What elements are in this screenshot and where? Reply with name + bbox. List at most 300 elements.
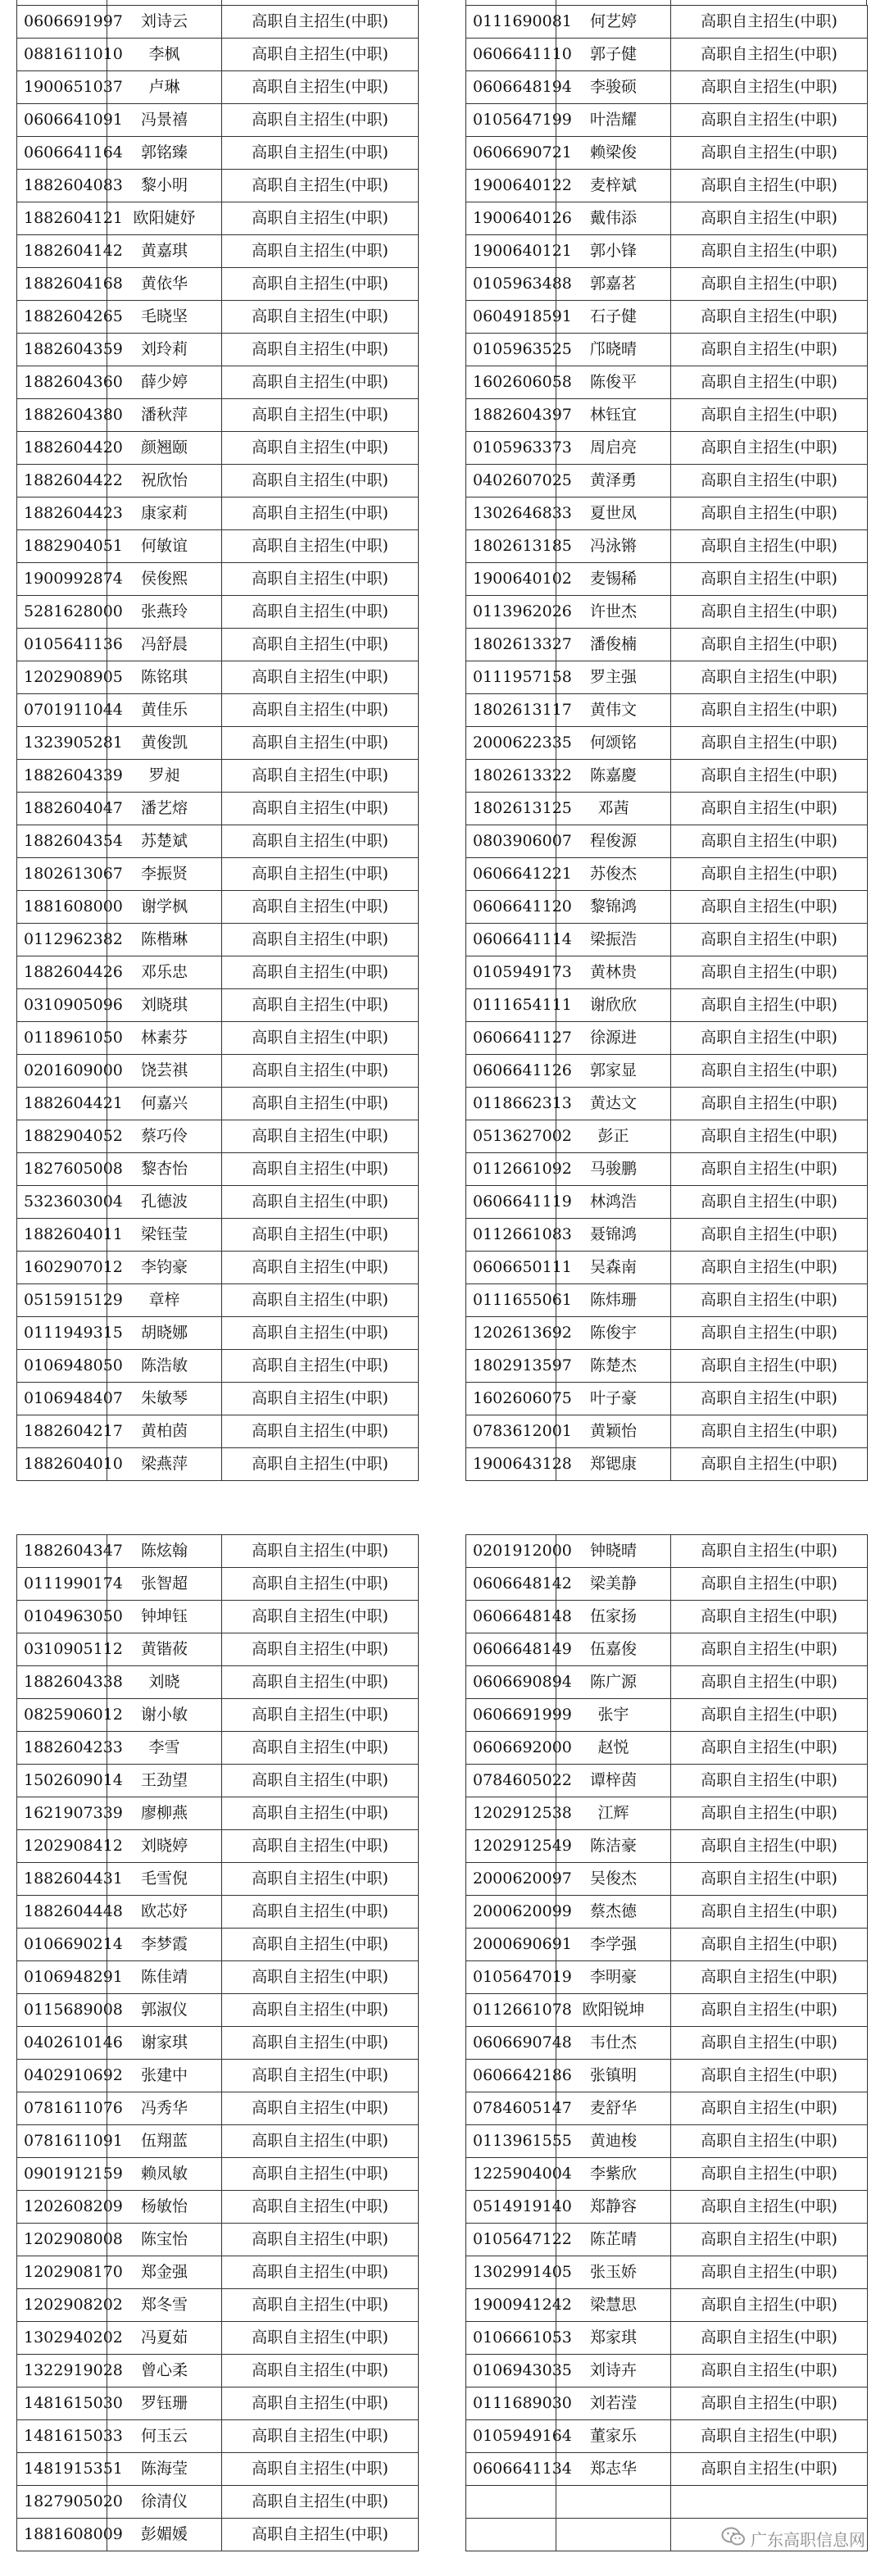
cell-left-id: 1881608000 (17, 891, 107, 924)
cell-left-id: 1882604142 (17, 235, 107, 268)
table-row (17, 334, 868, 366)
cell-left-id: 1502609014 (17, 1765, 107, 1797)
table-row (17, 1765, 868, 1797)
cell-right-id: 0606648194 (466, 71, 556, 104)
cell-right-name: 黄迪梭 (556, 2125, 671, 2158)
table-row (17, 989, 868, 1022)
cell-left-name: 何玉云 (107, 2420, 222, 2453)
table-row (17, 1153, 868, 1186)
cell-right-type: 高职自主招生(中职) (671, 1120, 868, 1153)
cell-left-name: 李振贤 (107, 858, 222, 891)
column-gap (419, 39, 466, 71)
cell-right-type: 高职自主招生(中职) (671, 71, 868, 104)
cell-left-name: 饶芸祺 (107, 1055, 222, 1088)
cell-right-id: 0106943035 (466, 2355, 556, 2387)
cell-left-type: 高职自主招生(中职) (222, 202, 419, 235)
cell-right-name: 赵悦 (556, 1732, 671, 1765)
cell-right-name: 程俊源 (556, 825, 671, 858)
cell-right-id: 1802613185 (466, 530, 556, 563)
cell-right-type: 高职自主招生(中职) (671, 858, 868, 891)
cell-right-type: 高职自主招生(中职) (671, 1219, 868, 1252)
cell-right-id (466, 2519, 556, 2551)
cell-right-name: 梁振浩 (556, 924, 671, 956)
cell-right-name: 张玉娇 (556, 2256, 671, 2289)
cell-left-name: 黄佳乐 (107, 694, 222, 727)
cell-right-name (556, 2486, 671, 2519)
cell-right-name: 黎锦鸿 (556, 891, 671, 924)
column-gap (419, 2453, 466, 2486)
table-row (17, 1896, 868, 1929)
cell-right-name (556, 2519, 671, 2551)
column-gap (419, 858, 466, 891)
cell-right-id: 0513627002 (466, 1120, 556, 1153)
table-row (17, 661, 868, 694)
cell-left-type: 高职自主招生(中职) (222, 1863, 419, 1896)
column-gap (419, 1994, 466, 2027)
column-gap (419, 760, 466, 793)
cell-left-type: 高职自主招生(中职) (222, 760, 419, 793)
table-row (17, 2486, 868, 2519)
cell-left-id: 1882604426 (17, 956, 107, 989)
table-row (17, 1863, 868, 1896)
cell-right-name: 蔡杰德 (556, 1896, 671, 1929)
cell-left-type: 高职自主招生(中职) (222, 1929, 419, 1961)
cell-right-name: 黄伟文 (556, 694, 671, 727)
cell-right-id: 0118662313 (466, 1088, 556, 1120)
cell-left-id: 1827905020 (17, 2486, 107, 2519)
cell-left-id: 1302940202 (17, 2322, 107, 2355)
table-row (17, 727, 868, 760)
cell-right-name: 张镇明 (556, 2060, 671, 2092)
cell-right-name: 梁美静 (556, 1568, 671, 1601)
cell-right-id: 1900640102 (466, 563, 556, 596)
cell-left-id: 1481915351 (17, 2453, 107, 2486)
cell-right-type: 高职自主招生(中职) (671, 727, 868, 760)
cell-left-name: 苏楚斌 (107, 825, 222, 858)
table-row (17, 1699, 868, 1732)
table-row (17, 1186, 868, 1219)
cell-left-name: 郭铭臻 (107, 137, 222, 170)
cell-right-id: 2000620097 (466, 1863, 556, 1896)
cell-right-id: 0105647019 (466, 1961, 556, 1994)
cell-right-type: 高职自主招生(中职) (671, 1448, 868, 1481)
cell-left-name: 朱敏琴 (107, 1383, 222, 1415)
column-gap (419, 1350, 466, 1383)
wechat-icon (721, 2526, 746, 2551)
column-gap (419, 301, 466, 334)
cell-right-name: 潘俊楠 (556, 629, 671, 661)
cell-right-id: 0606692000 (466, 1732, 556, 1765)
cell-left-id: 1602907012 (17, 1252, 107, 1284)
cell-left-type: 高职自主招生(中职) (222, 1830, 419, 1863)
cell-left-id: 0881611010 (17, 39, 107, 71)
cell-left-type: 高职自主招生(中职) (222, 1699, 419, 1732)
column-gap (419, 2125, 466, 2158)
cell-left-name: 曾心柔 (107, 2355, 222, 2387)
cell-left-name: 胡晓娜 (107, 1317, 222, 1350)
column-gap (419, 71, 466, 104)
cell-right-type: 高职自主招生(中职) (671, 1153, 868, 1186)
table-row (17, 137, 868, 170)
table-row (17, 1666, 868, 1699)
table-row (17, 104, 868, 137)
cell-left-name: 钟坤钰 (107, 1601, 222, 1633)
column-gap (419, 268, 466, 301)
cell-right-type: 高职自主招生(中职) (671, 2060, 868, 2092)
cell-left-type: 高职自主招生(中职) (222, 104, 419, 137)
column-gap (419, 1415, 466, 1448)
cell-left-name: 章梓 (107, 1284, 222, 1317)
table-row (17, 432, 868, 465)
cell-right-id: 0606641127 (466, 1022, 556, 1055)
cell-right-type: 高职自主招生(中职) (671, 1994, 868, 2027)
cell-left-id: 0606641164 (17, 137, 107, 170)
table-row (17, 1055, 868, 1088)
cell-left-name: 林素芬 (107, 1022, 222, 1055)
column-gap (419, 432, 466, 465)
table-row (17, 1732, 868, 1765)
cell-left-type: 高职自主招生(中职) (222, 1055, 419, 1088)
column-gap (419, 1317, 466, 1350)
cell-left-id: 0515915129 (17, 1284, 107, 1317)
cell-right-type: 高职自主招生(中职) (671, 1022, 868, 1055)
cell-right-type: 高职自主招生(中职) (671, 1568, 868, 1601)
cell-right-id: 0112661092 (466, 1153, 556, 1186)
table-row (17, 530, 868, 563)
cell-left-name: 罗昶 (107, 760, 222, 793)
column-gap (419, 497, 466, 530)
cell-left-name: 刘晓婷 (107, 1830, 222, 1863)
cell-right-type: 高职自主招生(中职) (671, 1601, 868, 1633)
cell-left-id: 0201609000 (17, 1055, 107, 1088)
cell-left-name: 刘玲莉 (107, 334, 222, 366)
cell-left-type: 高职自主招生(中职) (222, 2387, 419, 2420)
cell-left-name: 冯秀华 (107, 2092, 222, 2125)
column-gap (419, 530, 466, 563)
cell-right-name: 麦锡稀 (556, 563, 671, 596)
cell-left-name: 薛少婷 (107, 366, 222, 399)
cell-left-id: 1323905281 (17, 727, 107, 760)
table-row (17, 825, 868, 858)
cell-right-name: 许世杰 (556, 596, 671, 629)
table-row (17, 235, 868, 268)
cell-right-id: 1882604397 (466, 399, 556, 432)
cell-left-name: 祝欣怡 (107, 465, 222, 497)
cell-left-id: 1882604217 (17, 1415, 107, 1448)
table-row (17, 1448, 868, 1481)
cell-left-name: 潘秋萍 (107, 399, 222, 432)
cell-right-id: 0111655061 (466, 1284, 556, 1317)
cell-right-type: 高职自主招生(中职) (671, 432, 868, 465)
cell-left-name: 张建中 (107, 2060, 222, 2092)
cell-right-type: 高职自主招生(中职) (671, 2191, 868, 2224)
cell-left-name: 潘艺熔 (107, 793, 222, 825)
cell-left-name: 颜翘颐 (107, 432, 222, 465)
cell-left-name: 陈楷琳 (107, 924, 222, 956)
cell-left-type: 高职自主招生(中职) (222, 1022, 419, 1055)
cell-right-type (671, 2486, 868, 2519)
column-gap (419, 1120, 466, 1153)
cell-right-name: 徐源进 (556, 1022, 671, 1055)
cell-right-name: 麦舒华 (556, 2092, 671, 2125)
cell-right-id: 0105647199 (466, 104, 556, 137)
cell-right-type: 高职自主招生(中职) (671, 694, 868, 727)
table-row (17, 1252, 868, 1284)
cell-right-type: 高职自主招生(中职) (671, 2322, 868, 2355)
cell-left-id: 0106948291 (17, 1961, 107, 1994)
cell-right-type: 高职自主招生(中职) (671, 202, 868, 235)
cell-right-type: 高职自主招生(中职) (671, 1088, 868, 1120)
cell-right-type: 高职自主招生(中职) (671, 1863, 868, 1896)
cell-left-id: 0825906012 (17, 1699, 107, 1732)
column-gap (419, 989, 466, 1022)
table-row (17, 2158, 868, 2191)
table-row (17, 1088, 868, 1120)
cell-left-id: 1202908170 (17, 2256, 107, 2289)
cell-right-type: 高职自主招生(中职) (671, 1666, 868, 1699)
column-gap (419, 629, 466, 661)
cell-left-type: 高职自主招生(中职) (222, 2027, 419, 2060)
cell-left-id: 0402910692 (17, 2060, 107, 2092)
table-row (17, 2256, 868, 2289)
cell-right-name: 罗主强 (556, 661, 671, 694)
cell-right-id: 2000690691 (466, 1929, 556, 1961)
cell-right-type: 高职自主招生(中职) (671, 2355, 868, 2387)
cell-right-id: 1900640126 (466, 202, 556, 235)
table-row (17, 2322, 868, 2355)
cell-left-id: 1882904051 (17, 530, 107, 563)
cell-left-type: 高职自主招生(中职) (222, 924, 419, 956)
column-gap (419, 2224, 466, 2256)
cell-left-name: 陈佳靖 (107, 1961, 222, 1994)
cell-right-id: 1202912549 (466, 1830, 556, 1863)
cell-right-type: 高职自主招生(中职) (671, 1633, 868, 1666)
cell-right-name: 钟晓晴 (556, 1535, 671, 1568)
cell-left-id: 1202608209 (17, 2191, 107, 2224)
table-row (17, 2387, 868, 2420)
cell-left-type: 高职自主招生(中职) (222, 1601, 419, 1633)
column-gap (419, 1961, 466, 1994)
cell-right-type: 高职自主招生(中职) (671, 465, 868, 497)
cell-left-name: 郑冬雪 (107, 2289, 222, 2322)
table-row (17, 2453, 868, 2486)
column-gap (419, 2027, 466, 2060)
column-gap (419, 924, 466, 956)
column-gap (419, 170, 466, 202)
cell-left-id: 1882604083 (17, 170, 107, 202)
cell-left-id: 1882604265 (17, 301, 107, 334)
column-gap (419, 727, 466, 760)
cell-right-id: 0112661083 (466, 1219, 556, 1252)
cell-right-name: 吴森南 (556, 1252, 671, 1284)
cell-left-type: 高职自主招生(中职) (222, 1732, 419, 1765)
cell-left-name: 刘晓 (107, 1666, 222, 1699)
cell-right-type: 高职自主招生(中职) (671, 956, 868, 989)
cell-left-id: 1882604047 (17, 793, 107, 825)
cell-left-name: 郑金强 (107, 2256, 222, 2289)
cell-left-type: 高职自主招生(中职) (222, 530, 419, 563)
table-row (17, 2027, 868, 2060)
cell-left-name: 彭媚媛 (107, 2519, 222, 2551)
cell-left-name: 梁燕萍 (107, 1448, 222, 1481)
cell-right-id: 0106661053 (466, 2322, 556, 2355)
cell-left-id: 1202908202 (17, 2289, 107, 2322)
watermark (721, 2526, 865, 2551)
cell-right-name: 夏世凤 (556, 497, 671, 530)
cell-right-type: 高职自主招生(中职) (671, 2027, 868, 2060)
table-row (17, 596, 868, 629)
cell-right-type: 高职自主招生(中职) (671, 366, 868, 399)
cell-left-type: 高职自主招生(中职) (222, 1088, 419, 1120)
cell-right-name: 谭梓茵 (556, 1765, 671, 1797)
cell-left-type: 高职自主招生(中职) (222, 1120, 419, 1153)
cell-right-name: 郑锶康 (556, 1448, 671, 1481)
cell-right-type: 高职自主招生(中职) (671, 1732, 868, 1765)
cell-left-id: 0106690214 (17, 1929, 107, 1961)
cell-left-name: 谢学枫 (107, 891, 222, 924)
cell-right-type: 高职自主招生(中职) (671, 1055, 868, 1088)
cell-right-id: 0606641110 (466, 39, 556, 71)
cell-left-type: 高职自主招生(中职) (222, 629, 419, 661)
cell-right-id: 1802613322 (466, 760, 556, 793)
cell-right-name: 邓茜 (556, 793, 671, 825)
cell-right-id: 0111689030 (466, 2387, 556, 2420)
cell-left-type: 高职自主招生(中职) (222, 1797, 419, 1830)
table-row (17, 268, 868, 301)
table-row (17, 1994, 868, 2027)
table-row (17, 1535, 868, 1568)
cell-right-type: 高职自主招生(中职) (671, 924, 868, 956)
table-row (17, 2355, 868, 2387)
column-gap (419, 2486, 466, 2519)
cell-right-type: 高职自主招生(中职) (671, 563, 868, 596)
column-gap (419, 2060, 466, 2092)
column-gap (419, 1383, 466, 1415)
column-gap (419, 2158, 466, 2191)
cell-left-name: 梁钰莹 (107, 1219, 222, 1252)
cell-right-name: 郭家显 (556, 1055, 671, 1088)
cell-right-id: 0606641119 (466, 1186, 556, 1219)
cell-right-name: 陈芷晴 (556, 2224, 671, 2256)
admission-table-part-1 (16, 5, 868, 1481)
column-gap (419, 2420, 466, 2453)
cell-right-id: 0606641120 (466, 891, 556, 924)
cell-right-id: 0105963525 (466, 334, 556, 366)
cell-right-id: 0606648148 (466, 1601, 556, 1633)
table-row (17, 1797, 868, 1830)
column-gap (419, 1797, 466, 1830)
cell-right-type: 高职自主招生(中职) (671, 2453, 868, 2486)
cell-left-type: 高职自主招生(中职) (222, 727, 419, 760)
cell-left-type: 高职自主招生(中职) (222, 6, 419, 39)
cell-left-id: 1202908412 (17, 1830, 107, 1863)
cell-left-type: 高职自主招生(中职) (222, 596, 419, 629)
column-gap (419, 1830, 466, 1863)
cell-left-id: 1882604347 (17, 1535, 107, 1568)
cell-right-type: 高职自主招生(中职) (671, 1284, 868, 1317)
cell-right-name: 张宇 (556, 1699, 671, 1732)
cell-left-name: 毛晓坚 (107, 301, 222, 334)
cell-right-name: 董家乐 (556, 2420, 671, 2453)
cell-right-type: 高职自主招生(中职) (671, 1383, 868, 1415)
cell-right-type: 高职自主招生(中职) (671, 1797, 868, 1830)
cell-left-type: 高职自主招生(中职) (222, 1415, 419, 1448)
table-row (17, 793, 868, 825)
cell-right-name: 韦仕杰 (556, 2027, 671, 2060)
cell-left-name: 赖凤敏 (107, 2158, 222, 2191)
cell-left-name: 黄依华 (107, 268, 222, 301)
cell-left-type: 高职自主招生(中职) (222, 301, 419, 334)
table-row (17, 858, 868, 891)
cell-right-id: 1802913597 (466, 1350, 556, 1383)
cell-left-type: 高职自主招生(中职) (222, 563, 419, 596)
cell-right-id: 0111654111 (466, 989, 556, 1022)
cell-left-name: 杨敏怡 (107, 2191, 222, 2224)
table-row (17, 497, 868, 530)
column-gap (419, 1666, 466, 1699)
column-gap (419, 2191, 466, 2224)
cell-left-id: 0781611091 (17, 2125, 107, 2158)
table-row (17, 563, 868, 596)
cell-right-name: 戴伟添 (556, 202, 671, 235)
column-gap (419, 694, 466, 727)
column-gap (419, 563, 466, 596)
cell-right-name: 伍嘉俊 (556, 1633, 671, 1666)
cell-right-type: 高职自主招生(中职) (671, 530, 868, 563)
cell-left-id: 1882604011 (17, 1219, 107, 1252)
cell-left-name: 刘诗云 (107, 6, 222, 39)
cell-left-type: 高职自主招生(中职) (222, 432, 419, 465)
cell-left-type: 高职自主招生(中职) (222, 1219, 419, 1252)
cell-left-id: 0606641091 (17, 104, 107, 137)
cell-right-id: 0111690081 (466, 6, 556, 39)
cell-left-id: 1900651037 (17, 71, 107, 104)
cell-left-id: 1481615033 (17, 2420, 107, 2453)
cell-right-name: 何艺婷 (556, 6, 671, 39)
cell-right-id: 0105963373 (466, 432, 556, 465)
cell-right-type: 高职自主招生(中职) (671, 6, 868, 39)
cell-right-name: 刘诗卉 (556, 2355, 671, 2387)
table-row (17, 629, 868, 661)
cell-left-type: 高职自主招生(中职) (222, 235, 419, 268)
cell-left-type: 高职自主招生(中职) (222, 2453, 419, 2486)
cell-right-id: 0113961555 (466, 2125, 556, 2158)
cell-right-name: 叶子豪 (556, 1383, 671, 1415)
cell-right-id: 0606648149 (466, 1633, 556, 1666)
cell-left-id: 5281628000 (17, 596, 107, 629)
cell-right-type: 高职自主招生(中职) (671, 2289, 868, 2322)
cell-right-type: 高职自主招生(中职) (671, 1350, 868, 1383)
cell-left-name: 何敏谊 (107, 530, 222, 563)
column-gap (419, 1633, 466, 1666)
cell-left-id: 1882604121 (17, 202, 107, 235)
cell-left-id: 1827605008 (17, 1153, 107, 1186)
cell-left-type: 高职自主招生(中职) (222, 1535, 419, 1568)
cell-left-type: 高职自主招生(中职) (222, 694, 419, 727)
cell-right-name: 林鸿浩 (556, 1186, 671, 1219)
cell-right-id: 0201912000 (466, 1535, 556, 1568)
table-row (17, 170, 868, 202)
cell-left-id: 1882604168 (17, 268, 107, 301)
column-gap (419, 2256, 466, 2289)
cell-right-id: 1302991405 (466, 2256, 556, 2289)
column-gap (419, 956, 466, 989)
cell-right-name: 陈广源 (556, 1666, 671, 1699)
column-gap (419, 6, 466, 39)
cell-left-type: 高职自主招生(中职) (222, 2060, 419, 2092)
cell-right-id: 0606690721 (466, 137, 556, 170)
cell-right-id: 0606641221 (466, 858, 556, 891)
